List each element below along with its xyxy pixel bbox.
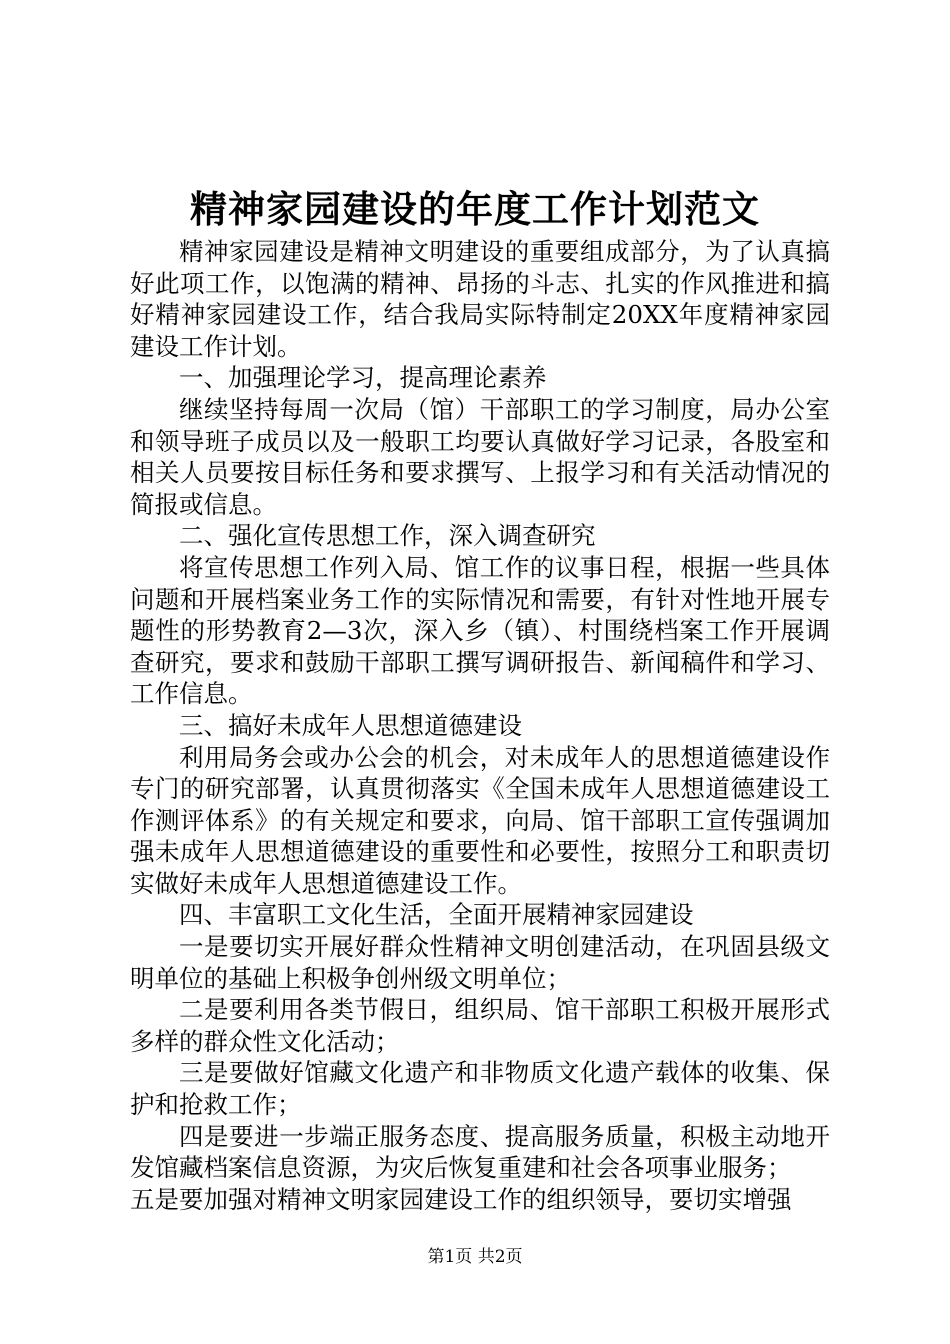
section-paragraph-2: 将宣传思想工作列入局、馆工作的议事日程，根据一些具体问题和开展档案业务工作的实际情况和需要，有针对性地开展专题性的形势教育2—3次，深入乡（镇）、村围绕档案工作开展调查研究，要求和鼓励干部职工撰写调研报告、新闻稿件和学习、工作信息。	[130, 552, 830, 709]
section-heading-2: 二、强化宣传思想工作，深入调查研究	[179, 521, 596, 551]
section-heading-3: 三、搞好未成年人思想道德建设	[179, 710, 522, 740]
page-footer: 第1页 共2页	[427, 1247, 523, 1267]
list-item-5: 五是要加强对精神文明家园建设工作的组织领导，要切实增强	[130, 1184, 792, 1214]
section-heading-4: 四、丰富职工文化生活，全面开展精神家园建设	[179, 900, 694, 930]
section-heading-1: 一、加强理论学习，提高理论素养	[179, 363, 547, 393]
page-title: 精神家园建设的年度工作计划范文	[190, 187, 760, 231]
document-body	[130, 236, 830, 1215]
section-paragraph-1: 继续坚持每周一次局（馆）干部职工的学习制度，局办公室和领导班子成员以及一般职工均要认真做好学习记录，各股室和相关人员要按目标任务和要求撰写、上报学习和有关活动情况的简报或信息。	[130, 394, 830, 519]
list-item-3: 三是要做好馆藏文化遗产和非物质文化遗产载体的收集、保护和抢救工作；	[130, 1058, 830, 1120]
intro-paragraph: 精神家园建设是精神文明建设的重要组成部分，为了认真搞好此项工作，以饱满的精神、昂扬的斗志、扎实的作风推进和搞好精神家园建设工作，结合我局实际特制定20XX年度精神家园建设工作计划。	[130, 237, 830, 361]
list-item-4: 四是要进一步端正服务态度、提高服务质量，积极主动地开发馆藏档案信息资源，为灾后恢复重建和社会各项事业服务；	[130, 1121, 830, 1183]
section-paragraph-3: 利用局务会或办公会的机会，对未成年人的思想道德建设作专门的研究部署，认真贯彻落实《全国未成年人思想道德建设工作测评体系》的有关规定和要求，向局、馆干部职工宣传强调加强未成年人思想道德建设的重要性和必要性，按照分工和职责切实做好未成年人思想道德建设工作。	[130, 742, 830, 898]
list-item-1: 一是要切实开展好群众性精神文明创建活动，在巩固县级文明单位的基础上积极争创州级文明单位；	[130, 932, 830, 993]
list-item-2: 二是要利用各类节假日，组织局、馆干部职工积极开展形式多样的群众性文化活动；	[130, 995, 830, 1056]
